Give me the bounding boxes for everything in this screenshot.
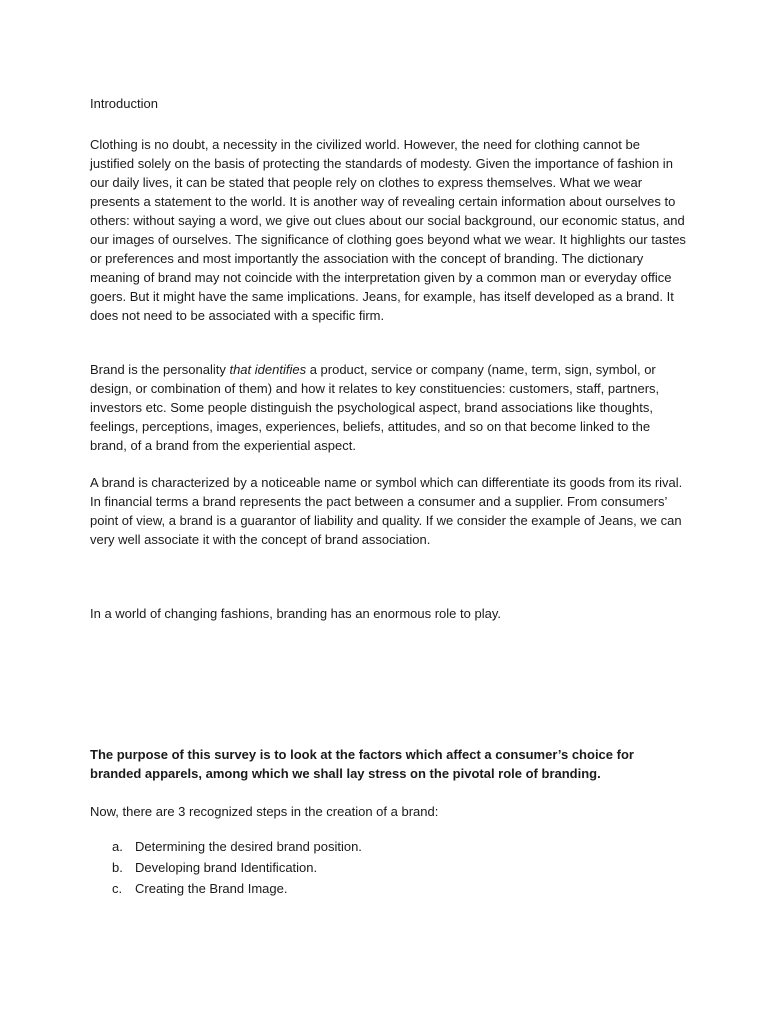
- paragraph-brand-definition-emphasis: that identifies: [229, 362, 307, 377]
- brand-steps-list: [90, 836, 686, 899]
- list-item-text: Developing brand Identification.: [135, 860, 318, 875]
- paragraph-brand-definition-end: a product, service or company (name, term, sign, symbol, or design, or combination of them) and how it relates to key constituencies: customers, staff, partners, investors etc. Some people distinguish the psychological aspect, brand associations like thoughts, feelings, perceptions, images, experiences, beliefs, attitudes, and so on that become linked to the brand, of a brand from the experiential aspect.: [90, 362, 660, 453]
- list-item: [90, 836, 686, 857]
- list-item: [90, 857, 686, 878]
- paragraph-changing-fashions: In a world of changing fashions, branding has an enormous role to play.: [90, 606, 501, 621]
- steps-intro: Now, there are 3 recognized steps in the creation of a brand:: [90, 804, 439, 819]
- paragraph-clothing: Clothing is no doubt, a necessity in the civilized world. However, the need for clothing cannot be justified solely on the basis of protecting the standards of modesty. Given the importance of fashion in our daily lives, it can be stated that people rely on clothes to express themselves. What we wear presents a statement to the world. It is another way of revealing certain information about ourselves to others: without saying a word, we give out clues about our social background, our economic status, and our images of ourselves. The significance of clothing goes beyond what we wear. It highlights our tastes or preferences and most importantly the association with the concept of branding. The dictionary meaning of brand may not coincide with the interpretation given by a common man or everyday office goers. But it might have the same implications. Jeans, for example, has itself developed as a brand. It does not need to be associated with a specific firm.: [90, 137, 686, 323]
- list-marker: c.: [112, 881, 123, 896]
- list-marker: a.: [112, 839, 123, 854]
- survey-purpose: The purpose of this survey is to look at the factors which affect a consumer’s choice for branded apparels, among which we shall lay stress on the pivotal role of branding.: [90, 747, 634, 781]
- list-marker: b.: [112, 860, 123, 875]
- paragraph-brand-definition: [90, 360, 686, 455]
- intro-heading: Introduction: [90, 96, 158, 111]
- list-item: [90, 878, 686, 899]
- list-item-text: Determining the desired brand position.: [135, 839, 362, 854]
- list-item-text: Creating the Brand Image.: [135, 881, 288, 896]
- paragraph-brand-definition-start: Brand is the personality: [90, 362, 230, 377]
- paragraph-brand-characteristics: A brand is characterized by a noticeable name or symbol which can differentiate its goods from its rival. In financial terms a brand represents the pact between a consumer and a supplier. From consumers’ point of view, a brand is a guarantor of liability and quality. If we consider the example of Jeans, we can very well associate it with the concept of brand association.: [90, 475, 683, 547]
